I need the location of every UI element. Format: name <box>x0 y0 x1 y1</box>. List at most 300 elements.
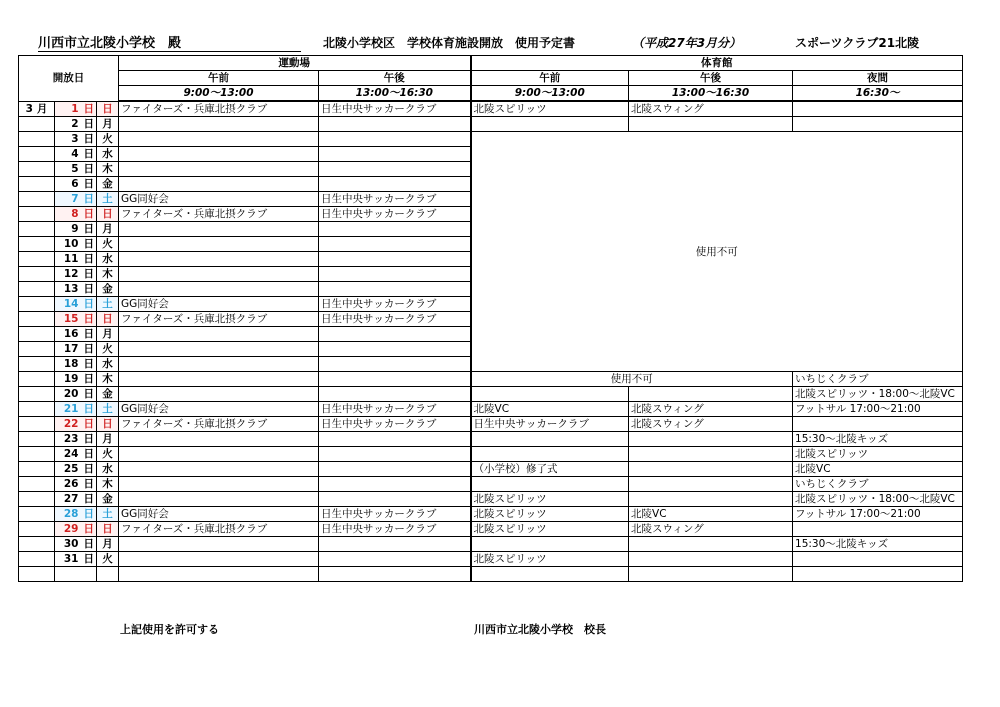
gym-night-cell: 北陵VC <box>793 462 963 477</box>
day-number <box>55 177 97 192</box>
day-value: 14 <box>63 298 79 310</box>
table-row <box>19 537 963 552</box>
gym-night-cell <box>793 522 963 537</box>
day-value: 30 <box>63 538 79 550</box>
table-row <box>19 402 963 417</box>
day-number <box>55 462 97 477</box>
open-day-header: 開放日 <box>19 56 119 102</box>
day-number <box>55 101 97 117</box>
weekday: 日 <box>97 522 119 537</box>
table-row <box>19 507 963 522</box>
ground-am-cell <box>119 342 319 357</box>
gym-night-cell <box>793 101 963 117</box>
ground-am-cell: GG同好会 <box>119 297 319 312</box>
weekday: 金 <box>97 492 119 507</box>
day-value: 18 <box>63 358 79 370</box>
ground-pm-cell: 日生中央サッカークラブ <box>319 101 471 117</box>
table-row <box>19 522 963 537</box>
day-number <box>55 162 97 177</box>
month-cell-empty <box>19 552 55 567</box>
ground-am-cell <box>119 477 319 492</box>
empty-cell <box>793 567 963 582</box>
gym-am-cell: 北陵VC <box>471 402 629 417</box>
day-unit: 日 <box>83 343 94 355</box>
ground-pm-cell <box>319 117 471 132</box>
month-cell-empty <box>19 237 55 252</box>
gym-pm-cell <box>629 117 793 132</box>
gym-night-header: 夜間 <box>793 71 963 86</box>
day-number <box>55 552 97 567</box>
table-row <box>19 492 963 507</box>
day-value: 17 <box>63 343 79 355</box>
weekday: 火 <box>97 342 119 357</box>
month-cell-empty <box>19 222 55 237</box>
ground-am-cell: GG同好会 <box>119 402 319 417</box>
ground-am-cell <box>119 432 319 447</box>
day-number <box>55 522 97 537</box>
ground-am-cell <box>119 117 319 132</box>
day-value: 3 <box>71 133 79 145</box>
day-unit: 日 <box>83 508 94 520</box>
ground-am-cell <box>119 327 319 342</box>
day-unit: 日 <box>83 493 94 505</box>
ground-pm-cell <box>319 237 471 252</box>
weekday: 土 <box>97 192 119 207</box>
gym-night-cell: 15:30～北陵キッズ <box>793 537 963 552</box>
month-cell-empty <box>19 477 55 492</box>
table-row <box>19 117 963 132</box>
gym-am-cell <box>471 117 629 132</box>
weekday: 木 <box>97 372 119 387</box>
month-cell-empty <box>19 147 55 162</box>
weekday: 火 <box>97 132 119 147</box>
ground-pm-cell <box>319 477 471 492</box>
empty-cell <box>97 567 119 582</box>
ground-pm-cell: 日生中央サッカークラブ <box>319 402 471 417</box>
empty-cell <box>319 567 471 582</box>
day-unit: 日 <box>83 193 94 205</box>
gym-night-cell: フットサル 17:00～21:00 <box>793 507 963 522</box>
ground-am-cell <box>119 267 319 282</box>
month-cell-empty <box>19 207 55 222</box>
month-cell-empty <box>19 252 55 267</box>
gym-pm-cell <box>629 462 793 477</box>
month-cell-empty <box>19 522 55 537</box>
ground-am-cell <box>119 462 319 477</box>
day-unit: 日 <box>83 523 94 535</box>
ground-am-cell <box>119 492 319 507</box>
gym-pm-cell <box>629 387 793 402</box>
gym-am-cell <box>471 537 629 552</box>
ground-pm-cell: 日生中央サッカークラブ <box>319 207 471 222</box>
day-unit: 日 <box>83 268 94 280</box>
day-value: 31 <box>63 553 79 565</box>
day-unit: 日 <box>83 102 94 115</box>
day-value: 1 <box>71 102 79 115</box>
gym-night-cell: 15:30～北陵キッズ <box>793 432 963 447</box>
ground-am-cell <box>119 162 319 177</box>
day-unit: 日 <box>83 238 94 250</box>
day-unit: 日 <box>83 433 94 445</box>
day-unit: 日 <box>83 538 94 550</box>
ground-am-cell <box>119 552 319 567</box>
day-value: 12 <box>63 268 79 280</box>
day-value: 7 <box>71 193 79 205</box>
gym-am-header: 午前 <box>471 71 629 86</box>
gym-am-cell: 日生中央サッカークラブ <box>471 417 629 432</box>
gym-am-cell: 北陵スピリッツ <box>471 522 629 537</box>
table-row <box>19 477 963 492</box>
gym-pm-cell: 北陵スウィング <box>629 522 793 537</box>
day-value: 9 <box>71 223 79 235</box>
empty-cell <box>471 567 629 582</box>
day-unit: 日 <box>83 418 94 430</box>
day-value: 2 <box>71 118 79 130</box>
day-number <box>55 132 97 147</box>
ground-pm-cell: 日生中央サッカークラブ <box>319 192 471 207</box>
weekday: 日 <box>97 101 119 117</box>
day-unit: 日 <box>83 298 94 310</box>
month-cell-empty <box>19 537 55 552</box>
month-cell-empty <box>19 132 55 147</box>
gym-pm-cell: 北陵スウィング <box>629 402 793 417</box>
month-cell-empty <box>19 267 55 282</box>
ground-pm-cell <box>319 327 471 342</box>
ground-am-cell <box>119 372 319 387</box>
weekday: 水 <box>97 462 119 477</box>
day-unit: 日 <box>83 553 94 565</box>
table-row <box>19 132 963 147</box>
ground-am-cell: ファイターズ・兵庫北摂クラブ <box>119 312 319 327</box>
day-value: 20 <box>63 388 79 400</box>
day-number <box>55 297 97 312</box>
ground-am-cell: GG同好会 <box>119 192 319 207</box>
weekday: 金 <box>97 282 119 297</box>
schedule-body <box>19 101 963 582</box>
month-cell-empty <box>19 402 55 417</box>
weekday: 月 <box>97 537 119 552</box>
month-cell-empty <box>19 282 55 297</box>
day-number <box>55 222 97 237</box>
day-unit: 日 <box>83 133 94 145</box>
gym-night-cell <box>793 417 963 432</box>
ground-am-cell: ファイターズ・兵庫北摂クラブ <box>119 522 319 537</box>
ground-am-cell <box>119 282 319 297</box>
day-value: 25 <box>63 463 79 475</box>
day-value: 29 <box>63 523 79 535</box>
day-unit: 日 <box>83 253 94 265</box>
ground-am-cell: ファイターズ・兵庫北摂クラブ <box>119 207 319 222</box>
table-row <box>19 372 963 387</box>
table-row <box>19 447 963 462</box>
day-number <box>55 342 97 357</box>
month-cell-empty <box>19 177 55 192</box>
ground-am-cell <box>119 357 319 372</box>
document-period: （平成27年3月分） <box>632 36 742 50</box>
day-number <box>55 357 97 372</box>
day-number <box>55 372 97 387</box>
ground-am-time: 9:00～13:00 <box>119 86 319 102</box>
ground-pm-header: 午後 <box>319 71 471 86</box>
day-value: 16 <box>63 328 79 340</box>
ground-am-cell <box>119 147 319 162</box>
month-cell <box>19 101 55 117</box>
day-unit: 日 <box>83 388 94 400</box>
gym-unusable-block: 使用不可 <box>471 132 963 372</box>
day-unit: 日 <box>83 358 94 370</box>
gym-am-cell <box>471 477 629 492</box>
weekday: 月 <box>97 222 119 237</box>
month-cell-empty <box>19 462 55 477</box>
ground-pm-cell: 日生中央サッカークラブ <box>319 507 471 522</box>
day-unit: 日 <box>83 463 94 475</box>
day-number <box>55 507 97 522</box>
weekday: 月 <box>97 327 119 342</box>
day-number <box>55 192 97 207</box>
weekday: 月 <box>97 432 119 447</box>
weekday: 金 <box>97 387 119 402</box>
day-value: 22 <box>63 418 79 430</box>
gym-pm-cell <box>629 447 793 462</box>
gym-am-cell: 北陵スピリッツ <box>471 507 629 522</box>
gym-night-cell: 北陵スピリッツ・18:00～北陵VC <box>793 492 963 507</box>
ground-pm-cell: 日生中央サッカークラブ <box>319 417 471 432</box>
month-cell-empty <box>19 432 55 447</box>
day-value: 21 <box>63 403 79 415</box>
ground-pm-cell <box>319 147 471 162</box>
month-number: 3 <box>25 102 33 115</box>
table-row-empty <box>19 567 963 582</box>
weekday: 水 <box>97 147 119 162</box>
day-unit: 日 <box>83 118 94 130</box>
day-unit: 日 <box>83 223 94 235</box>
day-number <box>55 267 97 282</box>
ground-am-cell <box>119 132 319 147</box>
table-row <box>19 101 963 117</box>
ground-pm-cell <box>319 552 471 567</box>
gym-pm-cell <box>629 432 793 447</box>
gym-pm-header: 午後 <box>629 71 793 86</box>
ground-am-cell <box>119 447 319 462</box>
day-number <box>55 402 97 417</box>
day-value: 26 <box>63 478 79 490</box>
gym-pm-cell: 北陵VC <box>629 507 793 522</box>
gym-am-cell <box>471 387 629 402</box>
permit-statement: 上記使用を許可する <box>120 623 219 636</box>
day-unit: 日 <box>83 163 94 175</box>
day-unit: 日 <box>83 448 94 460</box>
ground-am-cell <box>119 177 319 192</box>
ground-pm-cell <box>319 462 471 477</box>
gym-pm-cell <box>629 492 793 507</box>
day-value: 13 <box>63 283 79 295</box>
gym-am-cell: 北陵スピリッツ <box>471 492 629 507</box>
gym-night-time: 16:30～ <box>793 86 963 102</box>
day-number <box>55 312 97 327</box>
weekday: 日 <box>97 207 119 222</box>
gym-am-time: 9:00～13:00 <box>471 86 629 102</box>
ground-pm-time: 13:00～16:30 <box>319 86 471 102</box>
weekday: 土 <box>97 297 119 312</box>
ground-pm-cell <box>319 132 471 147</box>
ground-am-cell <box>119 387 319 402</box>
weekday: 火 <box>97 237 119 252</box>
month-cell-empty <box>19 312 55 327</box>
day-unit: 日 <box>83 313 94 325</box>
month-cell-empty <box>19 492 55 507</box>
ground-pm-cell: 日生中央サッカークラブ <box>319 297 471 312</box>
day-value: 28 <box>63 508 79 520</box>
day-value: 10 <box>63 238 79 250</box>
gym-night-cell <box>793 552 963 567</box>
day-number <box>55 237 97 252</box>
document-title: 北陵小学校区 学校体育施設開放 使用予定書 <box>323 36 576 50</box>
month-cell-empty <box>19 447 55 462</box>
schedule-table <box>18 55 963 582</box>
ground-pm-cell <box>319 162 471 177</box>
ground-am-cell: ファイターズ・兵庫北摂クラブ <box>119 417 319 432</box>
gym-night-cell: 北陵スピリッツ <box>793 447 963 462</box>
ground-pm-cell <box>319 537 471 552</box>
ground-header: 運動場 <box>119 56 471 71</box>
day-value: 5 <box>71 163 79 175</box>
ground-am-cell <box>119 537 319 552</box>
gym-night-cell: 北陵スピリッツ・18:00～北陵VC <box>793 387 963 402</box>
day-value: 15 <box>63 313 79 325</box>
day-value: 4 <box>71 148 79 160</box>
day-number <box>55 432 97 447</box>
gym-unusable-row19: 使用不可 <box>471 372 793 387</box>
ground-pm-cell <box>319 387 471 402</box>
weekday: 木 <box>97 477 119 492</box>
club-name: スポーツクラブ21北陵 <box>795 36 920 50</box>
day-value: 24 <box>63 448 79 460</box>
gym-night-cell: フットサル 17:00～21:00 <box>793 402 963 417</box>
gym-night-cell: いちじくクラブ <box>793 372 963 387</box>
day-number <box>55 117 97 132</box>
weekday: 日 <box>97 312 119 327</box>
ground-am-cell: ファイターズ・兵庫北摂クラブ <box>119 101 319 117</box>
gym-am-cell: （小学校）修了式 <box>471 462 629 477</box>
ground-am-cell: GG同好会 <box>119 507 319 522</box>
day-unit: 日 <box>83 478 94 490</box>
ground-pm-cell <box>319 447 471 462</box>
day-number <box>55 537 97 552</box>
ground-pm-cell <box>319 432 471 447</box>
gym-am-cell <box>471 432 629 447</box>
weekday: 金 <box>97 177 119 192</box>
day-number <box>55 147 97 162</box>
weekday: 月 <box>97 117 119 132</box>
gym-pm-cell <box>629 477 793 492</box>
month-cell-empty <box>19 342 55 357</box>
gym-am-cell: 北陵スピリッツ <box>471 552 629 567</box>
day-value: 19 <box>63 373 79 385</box>
ground-am-cell <box>119 222 319 237</box>
ground-pm-cell <box>319 177 471 192</box>
ground-am-header: 午前 <box>119 71 319 86</box>
day-unit: 日 <box>83 373 94 385</box>
month-cell-empty <box>19 372 55 387</box>
ground-pm-cell: 日生中央サッカークラブ <box>319 522 471 537</box>
table-row <box>19 417 963 432</box>
ground-pm-cell <box>319 357 471 372</box>
empty-cell <box>19 567 55 582</box>
empty-cell <box>55 567 97 582</box>
empty-cell <box>119 567 319 582</box>
month-cell-empty <box>19 417 55 432</box>
weekday: 火 <box>97 552 119 567</box>
day-unit: 日 <box>83 328 94 340</box>
ground-pm-cell <box>319 282 471 297</box>
ground-am-cell <box>119 252 319 267</box>
day-number <box>55 327 97 342</box>
month-cell-empty <box>19 327 55 342</box>
gym-pm-cell: 北陵スウィング <box>629 101 793 117</box>
month-cell-empty <box>19 192 55 207</box>
weekday: 水 <box>97 252 119 267</box>
ground-pm-cell: 日生中央サッカークラブ <box>319 312 471 327</box>
gym-am-cell: 北陵スピリッツ <box>471 101 629 117</box>
weekday: 土 <box>97 402 119 417</box>
table-row <box>19 387 963 402</box>
day-value: 8 <box>71 208 79 220</box>
gym-pm-cell <box>629 537 793 552</box>
day-unit: 日 <box>83 283 94 295</box>
day-value: 27 <box>63 493 79 505</box>
gym-header: 体育館 <box>471 56 963 71</box>
gym-am-cell <box>471 447 629 462</box>
day-number <box>55 447 97 462</box>
day-number <box>55 207 97 222</box>
day-number <box>55 492 97 507</box>
day-number <box>55 252 97 267</box>
day-unit: 日 <box>83 148 94 160</box>
table-row <box>19 552 963 567</box>
weekday: 火 <box>97 447 119 462</box>
day-number <box>55 477 97 492</box>
weekday: 日 <box>97 417 119 432</box>
ground-pm-cell <box>319 222 471 237</box>
gym-pm-cell <box>629 552 793 567</box>
day-value: 11 <box>63 253 79 265</box>
principal-signature-line: 川西市立北陵小学校 校長 <box>474 623 606 636</box>
table-row <box>19 432 963 447</box>
day-unit: 日 <box>83 403 94 415</box>
gym-night-cell <box>793 117 963 132</box>
ground-pm-cell <box>319 267 471 282</box>
addressee-school: 川西市立北陵小学校 殿 <box>38 32 301 52</box>
ground-am-cell <box>119 237 319 252</box>
table-row <box>19 462 963 477</box>
month-unit: 月 <box>36 102 48 115</box>
month-cell-empty <box>19 507 55 522</box>
weekday: 水 <box>97 357 119 372</box>
day-unit: 日 <box>83 208 94 220</box>
month-cell-empty <box>19 297 55 312</box>
month-cell-empty <box>19 387 55 402</box>
gym-pm-time: 13:00～16:30 <box>629 86 793 102</box>
ground-pm-cell <box>319 342 471 357</box>
day-value: 23 <box>63 433 79 445</box>
day-number <box>55 282 97 297</box>
weekday: 土 <box>97 507 119 522</box>
ground-pm-cell <box>319 372 471 387</box>
month-cell-empty <box>19 117 55 132</box>
ground-pm-cell <box>319 492 471 507</box>
gym-night-cell: いちじくクラブ <box>793 477 963 492</box>
weekday: 木 <box>97 267 119 282</box>
